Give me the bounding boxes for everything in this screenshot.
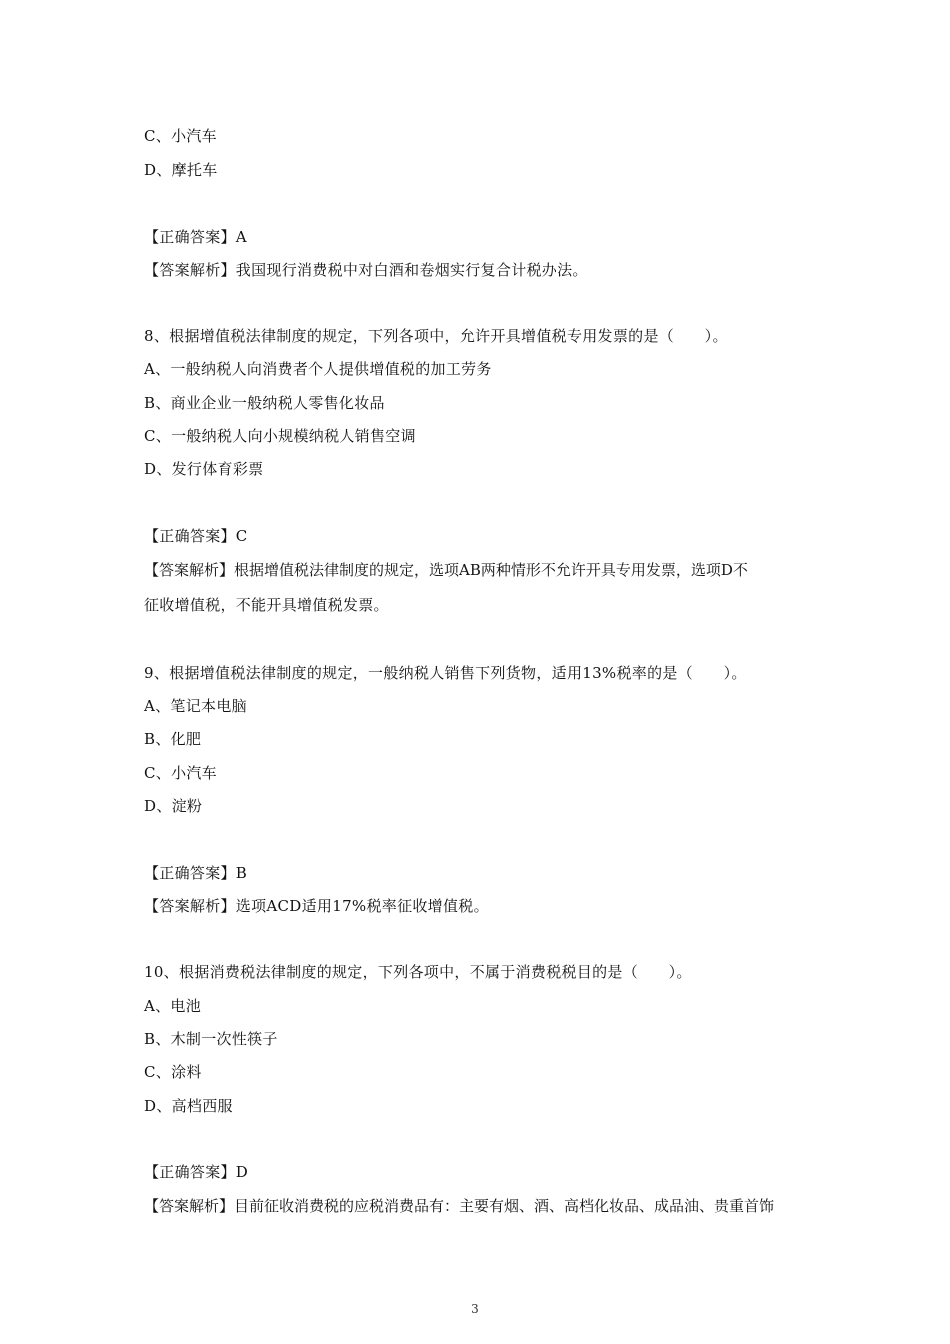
q9-question: 9、根据增值税法律制度的规定，一般纳税人销售下列货物，适用13%税率的是（ ）。	[144, 664, 747, 682]
q9-option-c: C、小汽车	[144, 764, 217, 782]
q8-option-d: D、发行体育彩票	[144, 460, 264, 478]
q10-option-c: C、涂料	[144, 1063, 202, 1081]
q8-question: 8、根据增值税法律制度的规定，下列各项中，允许开具增值税专用发票的是（ ）。	[144, 327, 728, 345]
q8-answer: 【正确答案】C	[144, 527, 248, 545]
q7-option-d: D、摩托车	[144, 161, 218, 179]
q9-option-a: A、笔记本电脑	[144, 697, 247, 715]
q9-option-d: D、淀粉	[144, 797, 203, 815]
q9-option-b: B、化肥	[144, 730, 202, 748]
q10-analysis: 【答案解析】目前征收消费税的应税消费品有：主要有烟、酒、高档化妆品、成品油、贵重首饰	[144, 1197, 775, 1215]
q7-option-c: C、小汽车	[144, 127, 217, 145]
q7-analysis: 【答案解析】我国现行消费税中对白酒和卷烟实行复合计税办法。	[144, 261, 588, 279]
q10-option-d: D、高档西服	[144, 1097, 233, 1115]
q8-analysis-line1: 【答案解析】根据增值税法律制度的规定，选项AB两种情形不允许开具专用发票，选项D不	[144, 561, 748, 579]
q8-option-a: A、一般纳税人向消费者个人提供增值税的加工劳务	[144, 360, 492, 378]
q8-option-b: B、商业企业一般纳税人零售化妆品	[144, 394, 385, 412]
q10-option-a: A、电池	[144, 997, 202, 1015]
page-number: 3	[471, 1302, 479, 1316]
q8-option-c: C、一般纳税人向小规模纳税人销售空调	[144, 427, 416, 445]
q10-question: 10、根据消费税法律制度的规定，下列各项中，不属于消费税税目的是（ ）。	[144, 963, 692, 981]
q9-analysis: 【答案解析】选项ACD适用17%税率征收增值税。	[144, 897, 489, 915]
q7-answer: 【正确答案】A	[144, 228, 247, 246]
q10-option-b: B、木制一次性筷子	[144, 1030, 278, 1048]
q9-answer: 【正确答案】B	[144, 864, 248, 882]
q8-analysis-line2: 征收增值税，不能开具增值税发票。	[144, 596, 389, 614]
q10-answer: 【正确答案】D	[144, 1163, 249, 1181]
